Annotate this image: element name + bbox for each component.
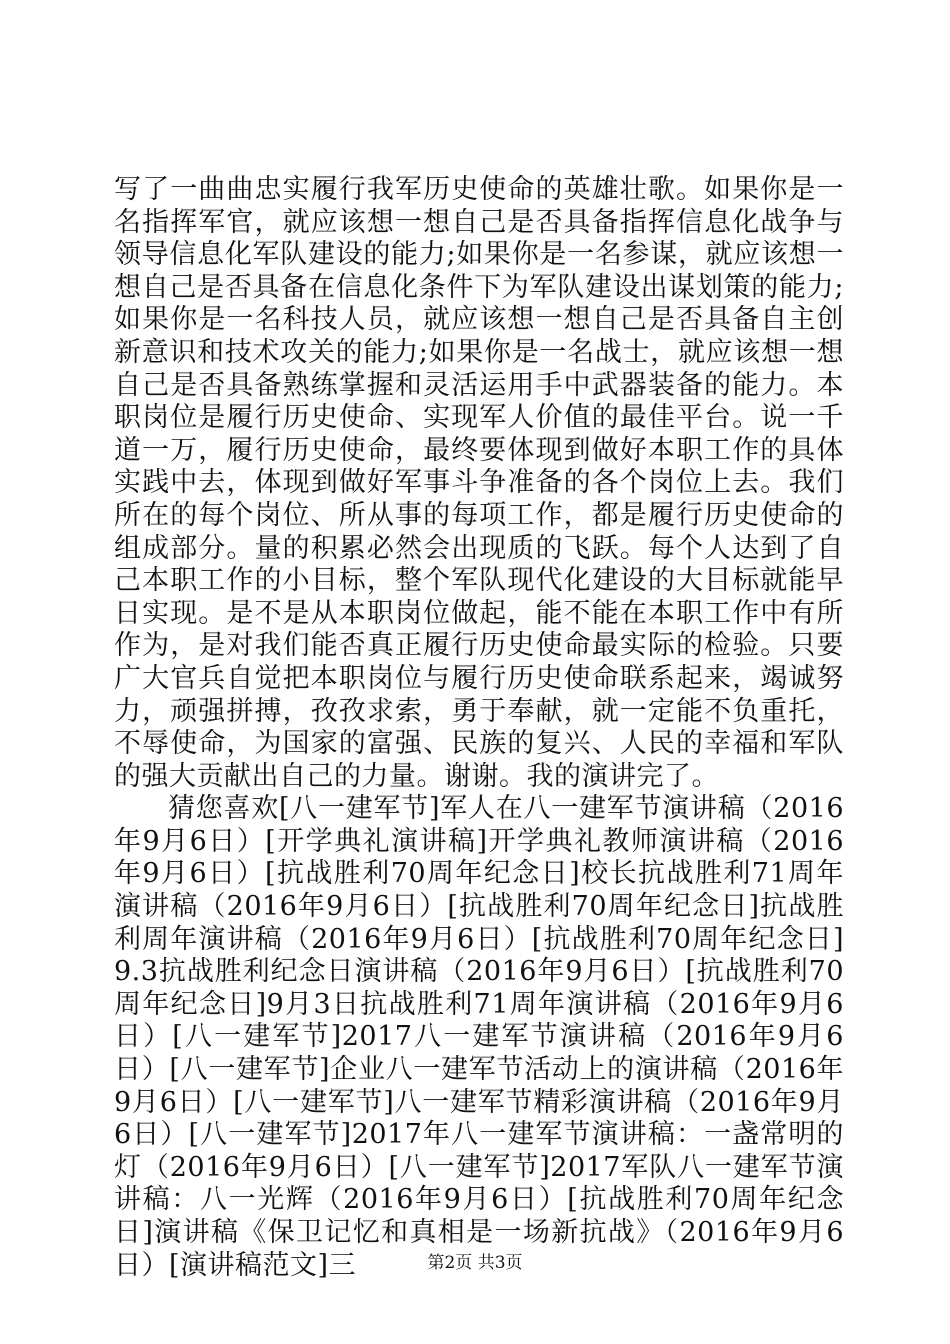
document-body xyxy=(114,174,844,1282)
page-number-label: 第2页 共3页 xyxy=(427,1253,523,1273)
body-paragraph-recommendations: 猜您喜欢[八一建军节]军人在八一建军节演讲稿（2016年9月6日）[开学典礼演讲稿]开学典礼教师演讲稿（2016年9月6日）[抗战胜利70周年纪念日]校长抗战胜利71周年演讲稿（2016年9月6日）[抗战胜利70周年纪念日]抗战胜利周年演讲稿（2016年9月6日）[抗战胜利70周年纪念日]9.3抗战胜利纪念日演讲稿（2016年9月6日）[抗战胜利70周年纪念日]9月3日抗战胜利71周年演讲稿（2016年9月6日）[八一建军节]2017八一建军节演讲稿（2016年9月6日）[八一建军节]企业八一建军节活动上的演讲稿（2016年9月6日）[八一建军节]八一建军节精彩演讲稿（2016年9月6日）[八一建军节]2017年八一建军节演讲稿：一盏常明的灯（2016年9月6日）[八一建军节]2017军队八一建军节演讲稿：八一光辉（2016年9月6日）[抗战胜利70周年纪念日]演讲稿《保卫记忆和真相是一场新抗战》（2016年9月6日）[演讲稿范文]三 xyxy=(114,793,844,1281)
page-footer xyxy=(0,1248,950,1273)
body-paragraph-speech-ending: 写了一曲曲忠实履行我军历史使命的英雄壮歌。如果你是一名指挥军官，就应该想一想自己是否具备指挥信息化战争与领导信息化军队建设的能力;如果你是一名参谋，就应该想一想自己是否具备在信息化条件下为军队建设出谋划策的能力;如果你是一名科技人员，就应该想一想自己是否具备自主创新意识和技术攻关的能力;如果你是一名战士，就应该想一想自己是否具备熟练掌握和灵活运用手中武器装备的能力。本职岗位是履行历史使命、实现军人价值的最佳平台。说一千道一万，履行历史使命，最终要体现到做好本职工作的具体实践中去，体现到做好军事斗争准备的各个岗位上去。我们所在的每个岗位、所从事的每项工作，都是履行历史使命的组成部分。量的积累必然会出现质的飞跃。每个人达到了自己本职工作的小目标，整个军队现代化建设的大目标就能早日实现。是不是从本职岗位做起，能不能在本职工作中有所作为，是对我们能否真正履行历史使命最实际的检验。只要广大官兵自觉把本职岗位与履行历史使命联系起来，竭诚努力，顽强拼搏，孜孜求索，勇于奉献，就一定能不负重托，不辱使命，为国家的富强、民族的复兴、人民的幸福和军队的强大贡献出自己的力量。谢谢。我的演讲完了。 xyxy=(114,174,844,792)
